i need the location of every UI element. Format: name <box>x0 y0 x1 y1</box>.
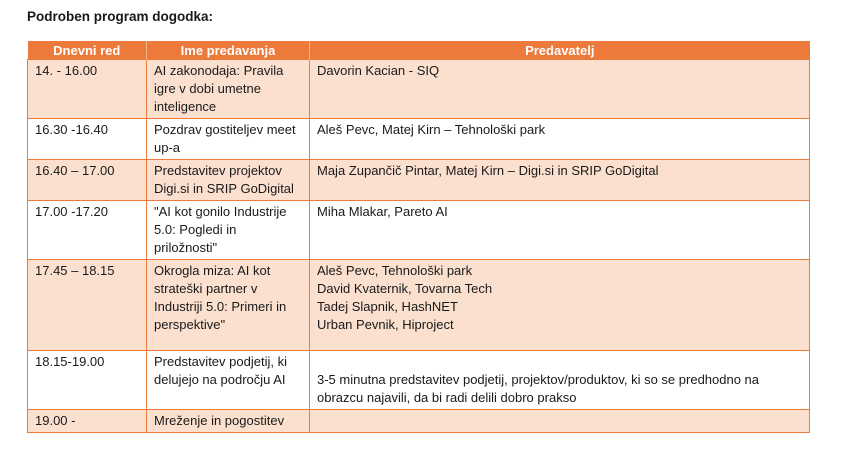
speaker-line: 3-5 minutna predstavitev podjetij, projektov/produktov, ki so se predhodno na obrazcu najavili, da bi radi delili dobro prakso <box>317 372 760 405</box>
column-header-speaker: Predavatelj <box>310 41 810 60</box>
talk-cell: "AI kot gonilo Industrije 5.0: Pogledi in priložnosti" <box>147 201 310 260</box>
time-cell: 14. - 16.00 <box>28 60 147 119</box>
time-cell: 16.40 – 17.00 <box>28 160 147 201</box>
speaker-line: Miha Mlakar, Pareto AI <box>317 204 448 219</box>
speaker-cell <box>310 410 810 433</box>
speaker-line: Tadej Slapnik, HashNET <box>317 299 458 314</box>
speaker-cell <box>310 260 810 351</box>
speaker-line: Maja Zupančič Pintar, Matej Kirn – Digi.si in SRIP GoDigital <box>317 163 659 178</box>
table-row <box>28 260 810 351</box>
talk-cell: Predstavitev projektov Digi.si in SRIP GoDigital <box>147 160 310 201</box>
time-cell: 19.00 - <box>28 410 147 433</box>
time-cell: 17.45 – 18.15 <box>28 260 147 351</box>
time-cell: 17.00 -17.20 <box>28 201 147 260</box>
talk-cell: Okrogla miza: AI kot strateški partner v Industriji 5.0: Primeri in perspektive" <box>147 260 310 351</box>
column-header-time: Dnevni red <box>28 41 147 60</box>
table-row <box>28 119 810 160</box>
table-row <box>28 201 810 260</box>
talk-cell: Predstavitev podjetij, ki delujejo na področju AI <box>147 351 310 410</box>
speaker-cell <box>310 60 810 119</box>
speaker-line: Aleš Pevc, Tehnološki park <box>317 263 473 278</box>
speaker-line: Davorin Kacian - SIQ <box>317 63 440 78</box>
speaker-cell <box>310 119 810 160</box>
speaker-cell <box>310 201 810 260</box>
talk-cell: Mreženje in pogostitev <box>147 410 310 433</box>
table-row <box>28 60 810 119</box>
page-title: Podroben program dogodka: <box>27 9 214 24</box>
speaker-line: Aleš Pevc, Matej Kirn – Tehnološki park <box>317 122 546 137</box>
program-table <box>27 41 810 433</box>
table-row <box>28 410 810 433</box>
speaker-line: David Kvaternik, Tovarna Tech <box>317 281 493 296</box>
table-header-row <box>28 41 810 60</box>
talk-cell: Pozdrav gostiteljev meet up-a <box>147 119 310 160</box>
speaker-cell <box>310 351 810 410</box>
time-cell: 16.30 -16.40 <box>28 119 147 160</box>
talk-cell: AI zakonodaja: Pravila igre v dobi umetne inteligence <box>147 60 310 119</box>
table-row <box>28 351 810 410</box>
table-row <box>28 160 810 201</box>
speaker-cell <box>310 160 810 201</box>
time-cell: 18.15-19.00 <box>28 351 147 410</box>
speaker-line: Urban Pevnik, Hiproject <box>317 317 454 332</box>
column-header-talk: Ime predavanja <box>147 41 310 60</box>
